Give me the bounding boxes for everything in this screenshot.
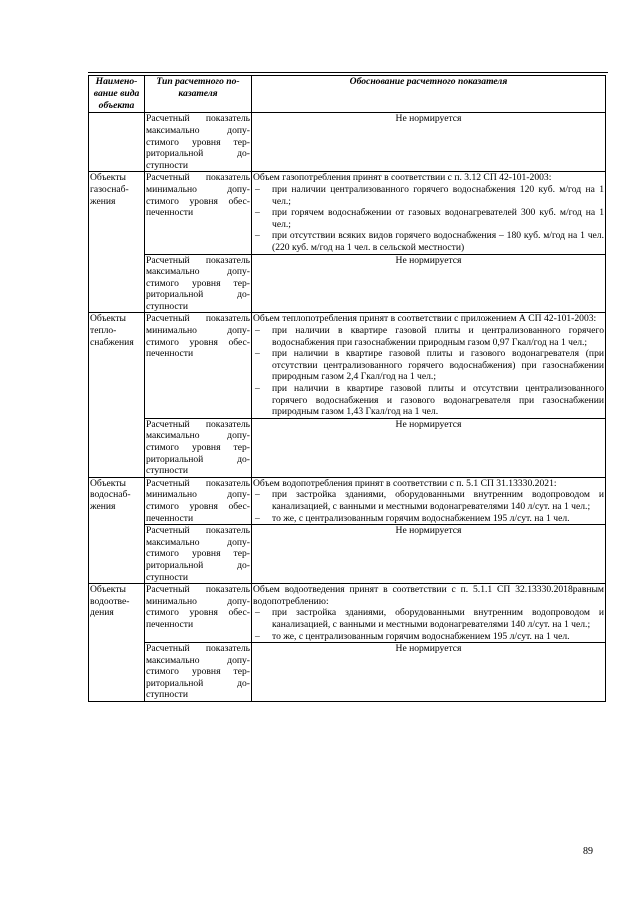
justification-cell — [252, 313, 606, 418]
table-row — [89, 643, 606, 702]
justification-cell — [252, 113, 606, 172]
not-normed-text: Не нормируется — [395, 643, 462, 655]
justification-list — [253, 325, 604, 418]
justification-cell — [252, 643, 606, 702]
justification-cell — [252, 172, 606, 254]
table-row — [89, 172, 606, 254]
list-item: – при наличии в квартире газовой плиты и централизованного горячего водоснабжения при газоснабжении природным газом 0,97 Гкал/год на 1 чел.; — [253, 325, 604, 348]
list-item: – при застройка зданиями, оборудованными внутренним водопроводом и канализацией, с ванными и местными водонагревателями 140 л/сут. на 1 чел.; — [253, 607, 604, 630]
table-row — [89, 525, 606, 584]
indicator-type-cell: Расчетный показатель минимально допу-стимого уровня обес-печенности — [145, 172, 252, 254]
justification-list — [253, 489, 604, 524]
list-item: – при горячем водоснабжении от газовых водонагревателей 300 куб. м/год на 1 чел.; — [253, 207, 604, 230]
indicator-type-cell: Расчетный показатель максимально допу-стимого уровня тер-риториальной до-ступности — [146, 418, 250, 477]
not-normed-text: Не нормируется — [395, 418, 462, 430]
justification-cell — [252, 477, 606, 524]
justification-cell — [252, 584, 606, 643]
not-normed-text: Не нормируется — [395, 254, 462, 266]
indicator-type-cell: Расчетный показатель максимально допу-стимого уровня тер-риториальной до-ступности — [146, 525, 250, 583]
not-normed-text: Не нормируется — [395, 525, 462, 537]
object-type-cell — [89, 113, 145, 172]
table-row — [89, 418, 606, 477]
indicators-table — [88, 75, 606, 702]
header-rule — [88, 72, 608, 73]
header-justification: Обоснование расчетного показателя — [252, 76, 606, 113]
list-item: – то же, с централизованным горячим водоснабжением 195 л/сут. на 1 чел. — [253, 631, 604, 643]
header-object-type: Наимено-вание вида объекта — [89, 76, 145, 113]
justification-cell — [252, 525, 606, 584]
indicator-type-cell: Расчетный показатель максимально допу-стимого уровня тер-риториальной до-ступности — [146, 254, 250, 312]
justification-intro: Объем водопотребления принят в соответствии с п. 5.1 СП 31.13330.2021: — [253, 477, 557, 489]
justification-cell — [252, 254, 606, 313]
not-normed-text: Не нормируется — [395, 113, 462, 125]
object-type-cell: Объекты водоснаб-жения — [89, 477, 145, 583]
table-body — [89, 113, 606, 702]
header-indicator-type: Тип расчетного по-казателя — [145, 76, 252, 113]
list-item: – при наличии централизованного горячего водоснабжения 120 куб. м/год на 1 чел.; — [253, 184, 604, 207]
table-row — [89, 313, 606, 418]
table-row — [89, 113, 606, 172]
list-item: – при наличии в квартире газовой плиты и отсутствии централизованного горячего водоснабжения и газового водонагревателя при газоснабжении природным газом 1,43 Гкал/год на 1 чел. — [253, 383, 604, 418]
list-item: – то же, с централизованным горячим водоснабжением 195 л/сут. на 1 чел. — [253, 513, 604, 525]
object-type-cell: Объекты водоотве-дения — [89, 584, 145, 702]
object-type-cell: Объекты тепло-снабжения — [89, 313, 145, 477]
indicator-type-cell: Расчетный показатель максимально допу-стимого уровня тер-риториальной до-ступности — [146, 113, 250, 171]
indicator-type-cell: Расчетный показатель минимально допу-стимого уровня обес-печенности — [145, 313, 252, 418]
justification-cell — [252, 418, 606, 477]
indicator-type-cell: Расчетный показатель максимально допу-стимого уровня тер-риториальной до-ступности — [146, 643, 250, 701]
justification-intro: Объем газопотребления принят в соответствии с п. 3.12 СП 42-101-2003: — [253, 172, 552, 184]
page-number: 89 — [583, 846, 593, 857]
justification-intro: Объем теплопотребления принят в соответствии с приложением А СП 42-101-2003: — [253, 313, 597, 325]
table-row — [89, 254, 606, 313]
object-type-cell: Объекты газоснаб-жения — [89, 172, 145, 313]
list-item: – при отсутствии всяких видов горячего водоснабжения – 180 куб. м/год на 1 чел. (220 куб. м/год на 1 чел. в сельской местности) — [253, 230, 604, 253]
indicator-type-cell: Расчетный показатель минимально допу-стимого уровня обес-печенности — [145, 584, 252, 643]
list-item: – при застройка зданиями, оборудованными внутренним водопроводом и канализацией, с ванными и местными водонагревателями 140 л/сут. на 1 чел.; — [253, 489, 604, 512]
table-row — [89, 477, 606, 524]
list-item: – при наличии в квартире газовой плиты и газового водонагревателя (при отсутствии централизованного горячего водоснабжения) при газоснабжении природным газом 2,4 Гкал/год на 1 чел.; — [253, 348, 604, 383]
justification-list — [253, 184, 604, 254]
table-header-row — [89, 76, 606, 113]
justification-list — [253, 607, 604, 642]
justification-intro: Объем водоотведения принят в соответствии с п. 5.1.1 СП 32.13330.2018равным водопотреблению: — [253, 584, 604, 607]
indicator-type-cell: Расчетный показатель минимально допу-стимого уровня обес-печенности — [146, 477, 250, 524]
table-row — [89, 584, 606, 643]
